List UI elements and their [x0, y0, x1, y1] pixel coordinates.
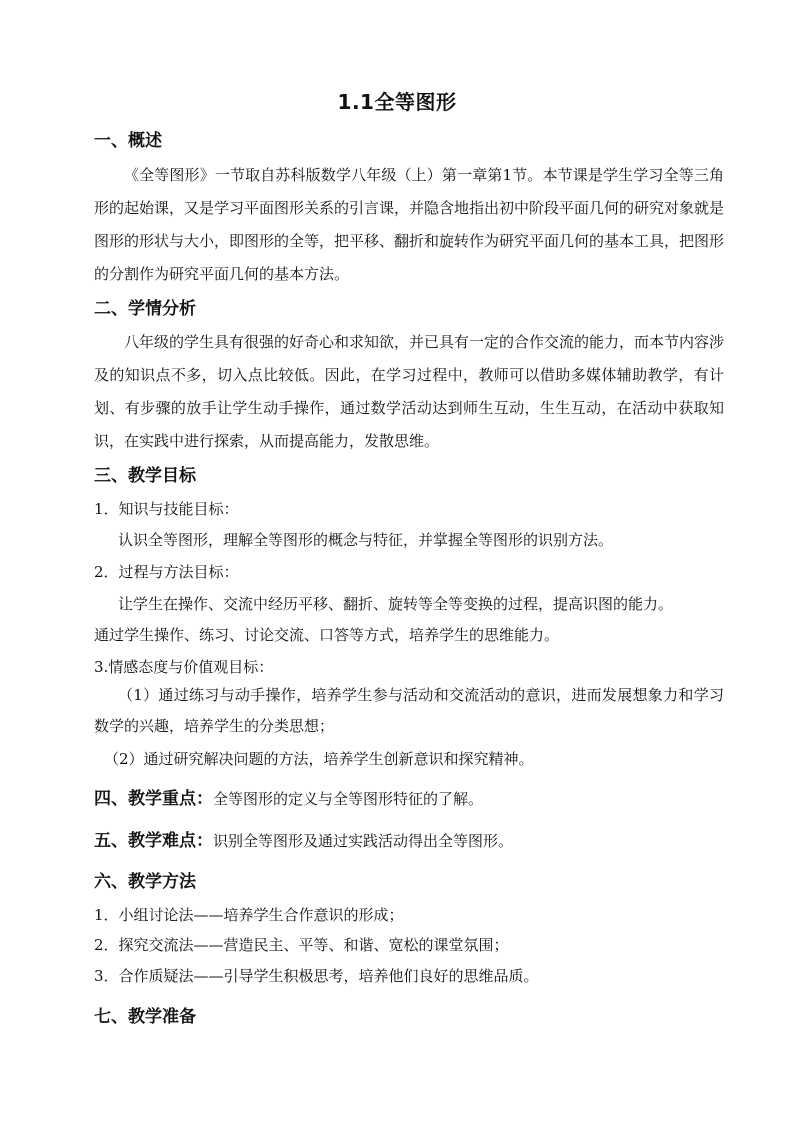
method-item-3: 3．合作质疑法——引导学生积极思考，培养他们良好的思维品质。: [94, 967, 539, 985]
section-heading-student-analysis: 二、学情分析: [94, 299, 196, 319]
goal-process-text-1: 让学生在操作、交流中经历平移、翻折、旋转等全等变换的过程，提高识图的能力。: [118, 595, 674, 613]
overview-paragraph: 《全等图形》一节取自苏科版数学八年级（上）第一章第1节。本节课是学生学习全等三角形的起始课，又是学习平面图形关系的引言课，并隐含地指出初中阶段平面几何的研究对象就是图形的形状与大小，即图形的全等，把平移、翻折和旋转作为研究平面几何的基本工具，把图形的分割作为研究平面几何的基本方法。: [94, 166, 725, 283]
section-difficult-points: [94, 826, 513, 851]
difficult-points-text: 识别全等图形及通过实践活动得出全等图形。: [213, 832, 514, 850]
section-heading-difficult-points: 五、教学难点：: [94, 831, 213, 851]
goal-emotion-item-2: （2）通过研究解决问题的方法，培养学生创新意识和探究精神。: [104, 750, 534, 768]
section-heading-key-points: 四、教学重点：: [94, 789, 213, 809]
section-heading-overview: 一、概述: [94, 131, 162, 151]
goal-emotion-title: 3.情感态度与价值观目标：: [94, 658, 274, 676]
section-key-points: [94, 784, 483, 809]
section-heading-teaching-methods: 六、教学方法: [94, 872, 196, 892]
goal-emotion-item-1: （1）通过练习与动手操作，培养学生参与活动和交流活动的意识，进而发展想象力和学习数学的兴趣，培养学生的分类思想；: [94, 686, 724, 735]
method-item-2: 2．探究交流法——营造民主、平等、和谐、宽松的课堂氛围；: [94, 936, 509, 954]
key-points-text: 全等图形的定义与全等图形特征的了解。: [213, 790, 484, 808]
section-heading-teaching-preparation: 七、教学准备: [94, 1007, 196, 1027]
method-item-1: 1．小组讨论法——培养学生合作意识的形成；: [94, 906, 404, 924]
document-title: 1.1全等图形: [337, 90, 457, 114]
goal-process-text-2: 通过学生操作、练习、讨论交流、口答等方式，培养学生的思维能力。: [94, 626, 560, 644]
goal-process-title: 2．过程与方法目标：: [94, 563, 239, 581]
section-heading-teaching-goals: 三、教学目标: [94, 466, 196, 486]
goal-knowledge-text: 认识全等图形，理解全等图形的概念与特征，并掌握全等图形的识别方法。: [118, 531, 614, 549]
goal-knowledge-title: 1．知识与技能目标：: [94, 500, 239, 518]
student-analysis-paragraph: 八年级的学生具有很强的好奇心和求知欲，并已具有一定的合作交流的能力，而本节内容涉及的知识点不多，切入点比较低。因此，在学习过程中，教师可以借助多媒体辅助教学，有计划、有步骤的放手让学生动手操作，通过数学活动达到师生互动，生生互动，在活动中获取知识，在实践中进行探索，从而提高能力，发散思维。: [94, 333, 725, 450]
